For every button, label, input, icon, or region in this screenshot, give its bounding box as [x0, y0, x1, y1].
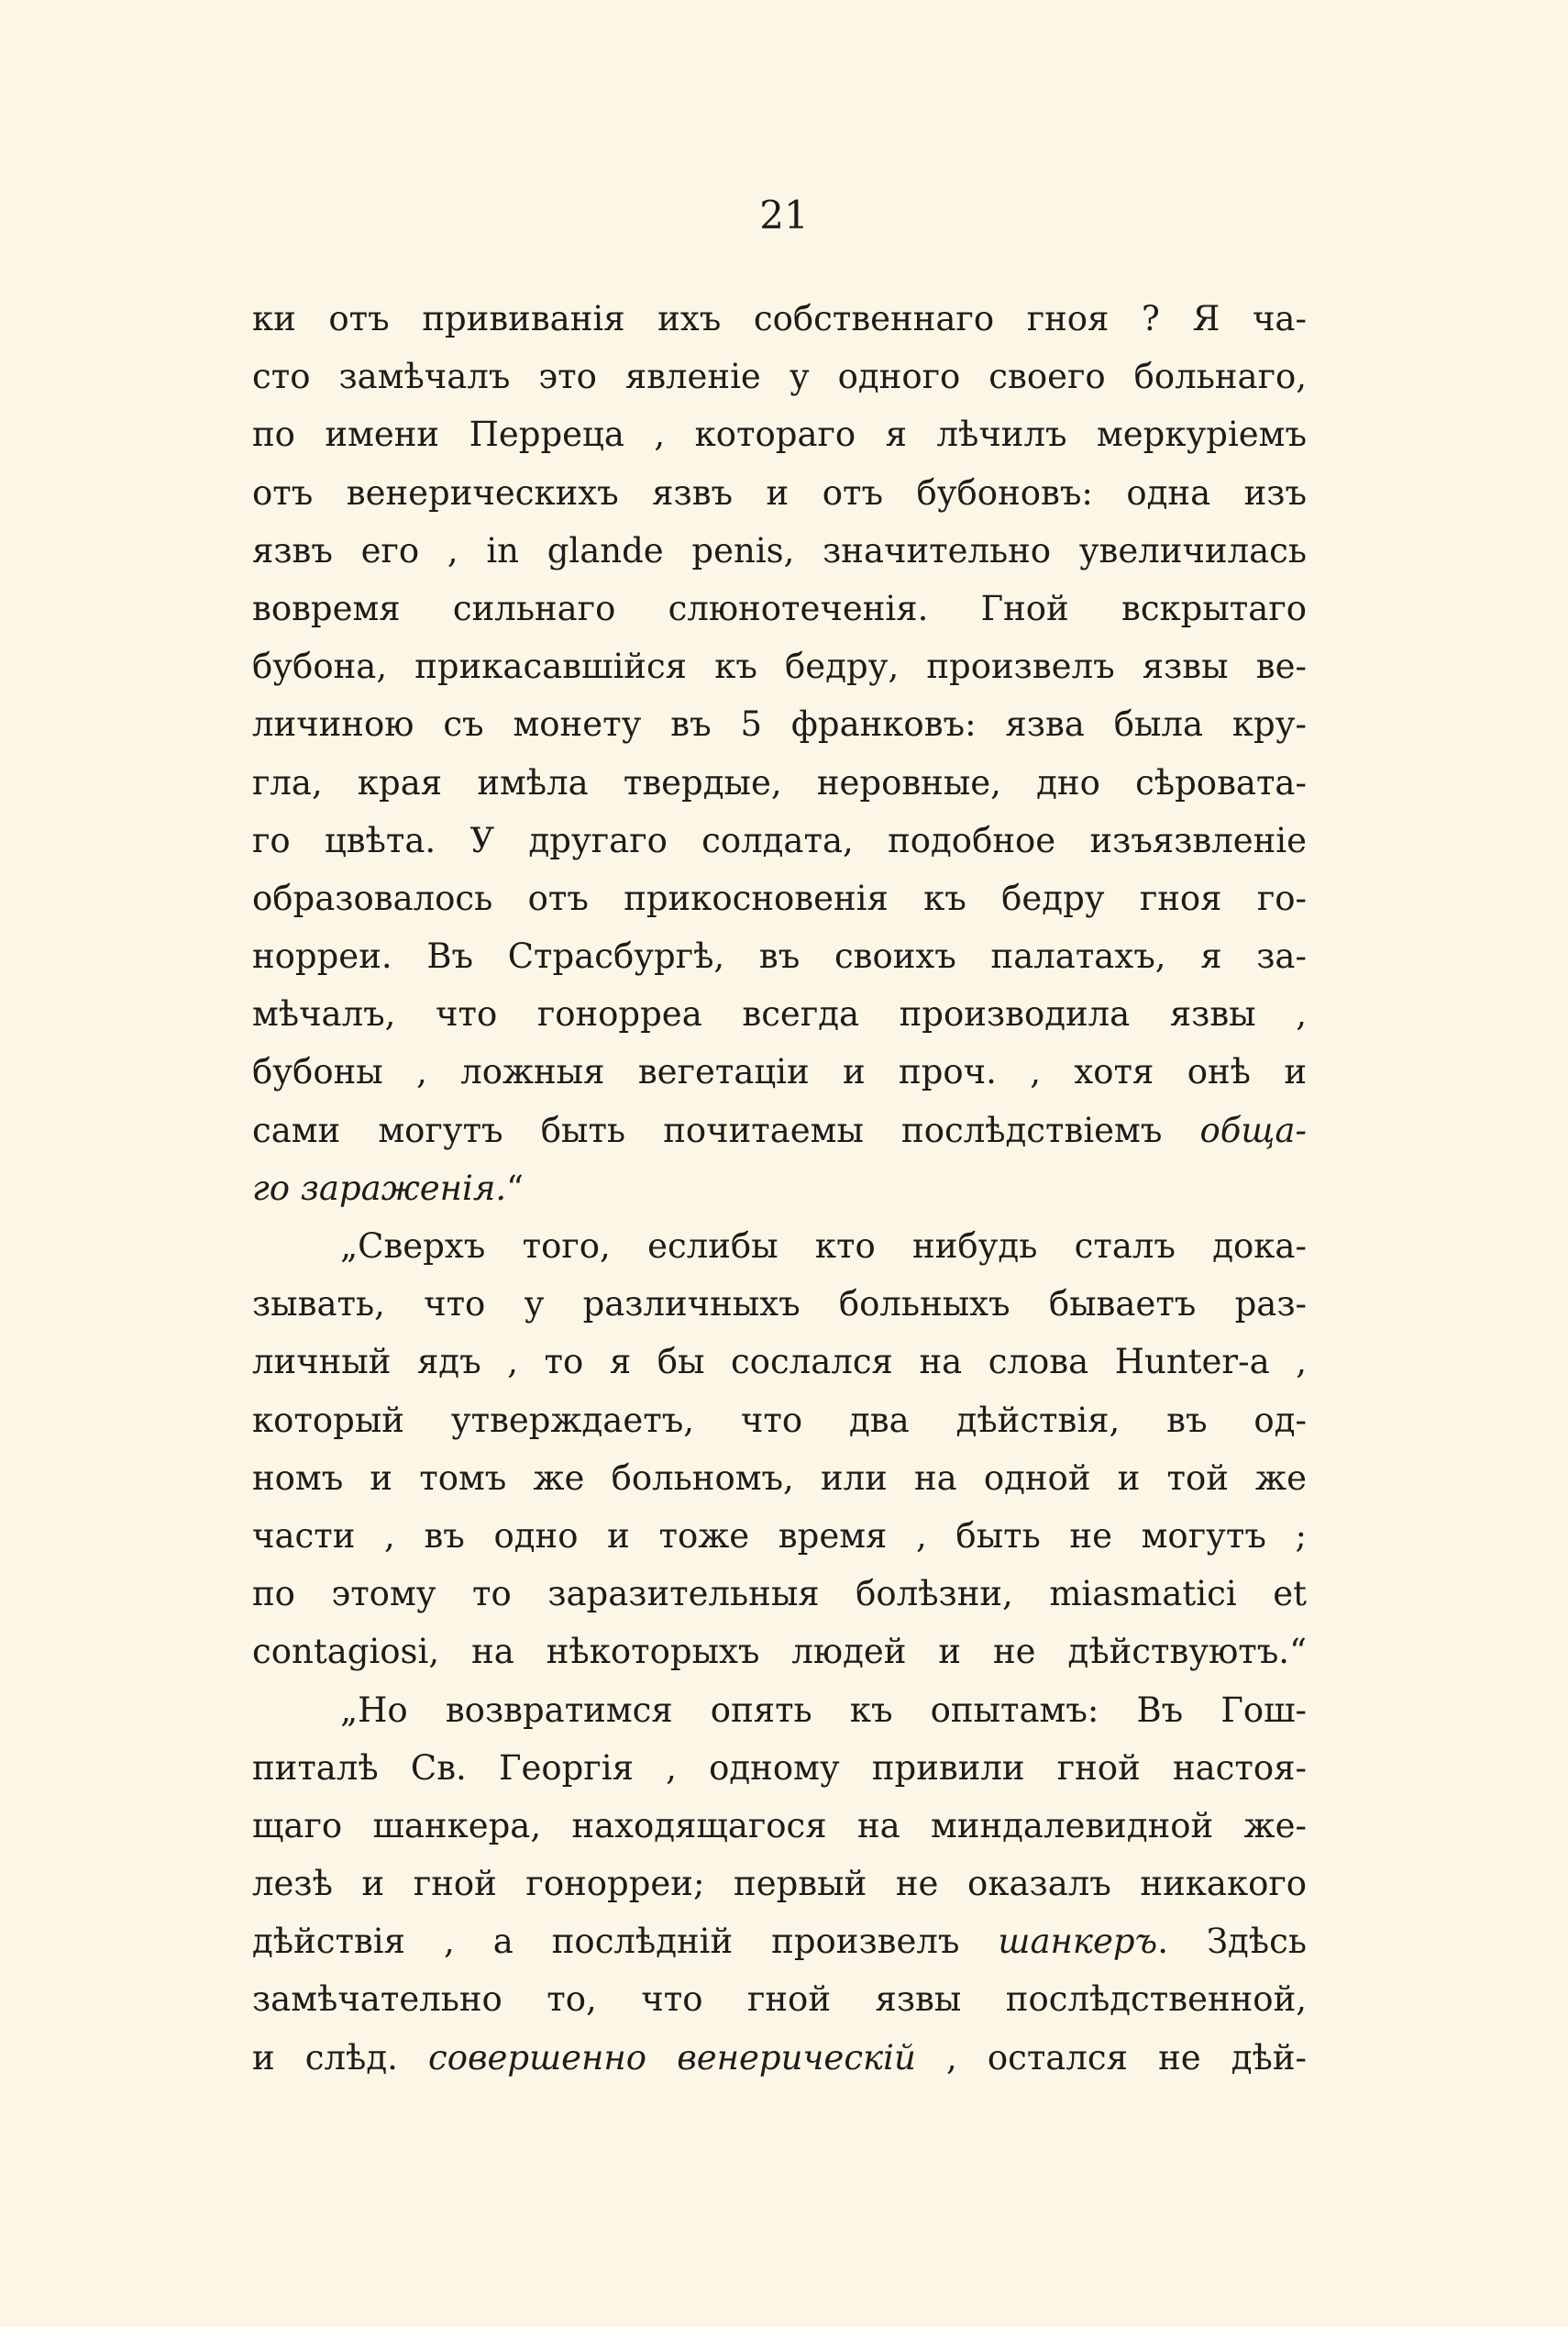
- text-line: части , въ одно и тоже время , быть не могутъ ;: [252, 1515, 1307, 1556]
- text-line: го зараженія.“: [252, 1168, 525, 1208]
- text-line: по имени Перреца , котораго я лѣчилъ меркуріемъ: [252, 415, 1307, 455]
- text-line: питалѣ Св. Георгія , одному привили гной настоя-: [252, 1747, 1307, 1788]
- text-line: и слѣд. совершенно венерическій , остался не дѣй-: [252, 2037, 1308, 2078]
- text-line: который утверждаетъ, что два дѣйствія, въ од-: [252, 1400, 1307, 1440]
- text-line: зывать, что у различныхъ больныхъ бываетъ раз-: [252, 1284, 1307, 1324]
- text-line: щаго шанкера, находящагося на миндалевидной же-: [252, 1805, 1307, 1845]
- body-text: [252, 290, 1307, 2087]
- page-number: 21: [759, 193, 809, 238]
- text-line: бубона, прикасавшійся къ бедру, произвелъ язвы ве-: [252, 647, 1307, 687]
- text-line: ки отъ прививанія ихъ собственнаго гноя ? Я ча-: [252, 299, 1307, 338]
- text-line: по этому то заразительныя болѣзни, miasmatici et: [252, 1574, 1307, 1614]
- text-line: отъ венерическихъ язвъ и отъ бубоновъ: одна изъ: [252, 472, 1307, 513]
- text-line: замѣчательно то, что гной язвы послѣдственной,: [252, 1979, 1307, 2020]
- paragraph-start-line: „Но возвратимся опять къ опытамъ: Въ Гош-: [340, 1690, 1307, 1730]
- text-line: образовалось отъ прикосновенія къ бедру гноя го-: [252, 878, 1307, 918]
- text-line: личиною съ монету въ 5 франковъ: язва была кру-: [252, 704, 1307, 745]
- text-line: вовремя сильнаго слюнотеченія. Гной вскрытаго: [252, 588, 1307, 628]
- text-line: сто замѣчалъ это явленіе у одного своего больнаго,: [252, 357, 1307, 397]
- text-line: дѣйствія , а послѣдній произвелъ шанкеръ. Здѣсь: [252, 1922, 1307, 1962]
- text-line: мѣчалъ, что гонорреа всегда производила язвы ,: [252, 994, 1307, 1035]
- text-line: гла, края имѣла твердые, неровные, дно сѣроватa-: [252, 762, 1307, 803]
- text-line: номъ и томъ же больномъ, или на одной и той же: [252, 1457, 1307, 1498]
- paragraph-start-line: „Сверхъ того, еслибы кто нибудь сталъ дока-: [340, 1226, 1307, 1266]
- text-line: бубоны , ложныя вегетаціи и проч. , хотя онѣ и: [252, 1052, 1307, 1092]
- text-line: лезѣ и гной гонорреи; первый не оказалъ никакого: [252, 1864, 1307, 1904]
- text-line: норреи. Въ Страсбургѣ, въ своихъ палатахъ, я за-: [252, 936, 1307, 977]
- text-line: личный ядъ , то я бы сослался на слова Hunter-а ,: [252, 1342, 1307, 1382]
- text-line: сами могутъ быть почитаемы послѣдствіемъ обща-: [252, 1110, 1307, 1150]
- text-line: го цвѣта. У другаго солдата, подобное изъязвленіе: [252, 820, 1307, 860]
- text-line: contagiosi, на нѣкоторыхъ людей и не дѣйствуютъ.“: [252, 1632, 1307, 1672]
- text-line: язвъ его , in glande penis, значительно увеличилась: [252, 530, 1307, 571]
